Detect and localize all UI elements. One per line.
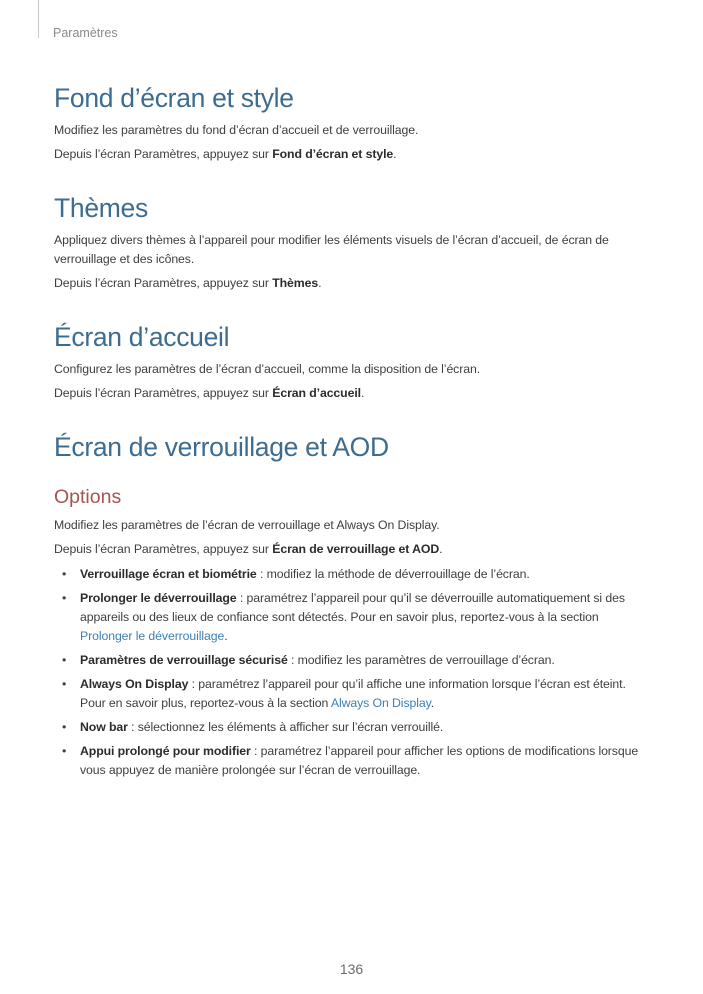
path-target: Fond d’écran et style	[272, 147, 394, 161]
path-prefix: Depuis l’écran Paramètres, appuyez sur	[54, 386, 273, 400]
margin-rule	[38, 0, 39, 38]
bullet-icon: •	[62, 677, 67, 691]
bullet-icon: •	[62, 744, 67, 758]
description: Configurez les paramètres de l’écran d’accueil, comme la disposition de l’écran.	[54, 362, 481, 376]
section-title: Fond d’écran et style	[54, 83, 294, 113]
settings-path	[54, 540, 654, 559]
bullet-icon: •	[62, 567, 67, 581]
settings-path	[54, 274, 654, 293]
settings-path	[54, 145, 654, 164]
option-desc: : sélectionnez les éléments à afficher sur l’écran verrouillé.	[127, 720, 444, 734]
option-term: Verrouillage écran et biométrie	[80, 567, 257, 581]
description: Appliquez divers thèmes à l’appareil pour modifier les éléments visuels de l’écran d’accueil, de écran de verrouillage et des icônes.	[54, 233, 609, 266]
bullet-icon: •	[62, 720, 67, 734]
section-themes	[54, 190, 654, 293]
path-target: Écran de verrouillage et AOD	[272, 542, 440, 556]
section-title: Thèmes	[54, 193, 148, 223]
subsection-title: Options	[54, 486, 122, 508]
description: Modifiez les paramètres de l’écran de verrouillage et Always On Display.	[54, 518, 440, 532]
path-target: Écran d’accueil	[272, 386, 361, 400]
list-item	[54, 675, 654, 713]
path-suffix: .	[360, 386, 365, 400]
option-term: Now bar	[80, 720, 128, 734]
settings-path	[54, 384, 654, 403]
list-item	[54, 589, 654, 646]
list-item	[54, 742, 654, 780]
option-desc: : paramétrez l’appareil pour qu’il se déverrouille automatiquement si des appareils ou des lieux de confiance sont détectés. Pour en savoir plus, reportez-vous à la section	[80, 591, 625, 624]
description: Modifiez les paramètres du fond d’écran d’accueil et de verrouillage.	[54, 123, 419, 137]
option-after: .	[430, 696, 435, 710]
page-content	[54, 80, 654, 785]
section-home-screen	[54, 319, 654, 403]
cross-reference-link[interactable]: Prolonger le déverrouillage	[80, 629, 225, 643]
list-item	[54, 718, 654, 737]
option-desc: : paramétrez l’appareil pour afficher les options de modifications lorsque vous appuyez de manière prolongée sur l’écran de verrouillage.	[80, 744, 639, 777]
section-lock-screen	[54, 429, 654, 780]
path-prefix: Depuis l’écran Paramètres, appuyez sur	[54, 542, 273, 556]
option-term: Prolonger le déverrouillage	[80, 591, 237, 605]
path-target: Thèmes	[272, 276, 319, 290]
page-number: 136	[339, 961, 364, 977]
section-title: Écran de verrouillage et AOD	[54, 432, 389, 462]
list-item	[54, 651, 654, 670]
option-desc: : modifiez les paramètres de verrouillage d’écran.	[287, 653, 555, 667]
section-title: Écran d’accueil	[54, 322, 230, 352]
path-suffix: .	[393, 147, 397, 161]
bullet-icon: •	[62, 653, 67, 667]
path-suffix: .	[318, 276, 322, 290]
path-prefix: Depuis l’écran Paramètres, appuyez sur	[54, 276, 273, 290]
section-wallpaper	[54, 80, 654, 164]
bullet-icon: •	[62, 591, 67, 605]
options-list	[54, 565, 654, 780]
path-suffix: .	[439, 542, 443, 556]
option-after: .	[224, 629, 228, 643]
running-header: Paramètres	[53, 26, 118, 40]
list-item	[54, 565, 654, 584]
option-term: Paramètres de verrouillage sécurisé	[80, 653, 288, 667]
cross-reference-link[interactable]: Always On Display	[330, 696, 431, 710]
option-desc: : modifiez la méthode de déverrouillage de l’écran.	[256, 567, 530, 581]
path-prefix: Depuis l’écran Paramètres, appuyez sur	[54, 147, 273, 161]
option-term: Appui prolongé pour modifier	[80, 744, 251, 758]
option-term: Always On Display	[80, 677, 189, 691]
option-desc: : paramétrez l’appareil pour qu’il affiche une information lorsque l’écran est éteint. Pour en savoir plus, reportez-vous à la section	[80, 677, 626, 710]
